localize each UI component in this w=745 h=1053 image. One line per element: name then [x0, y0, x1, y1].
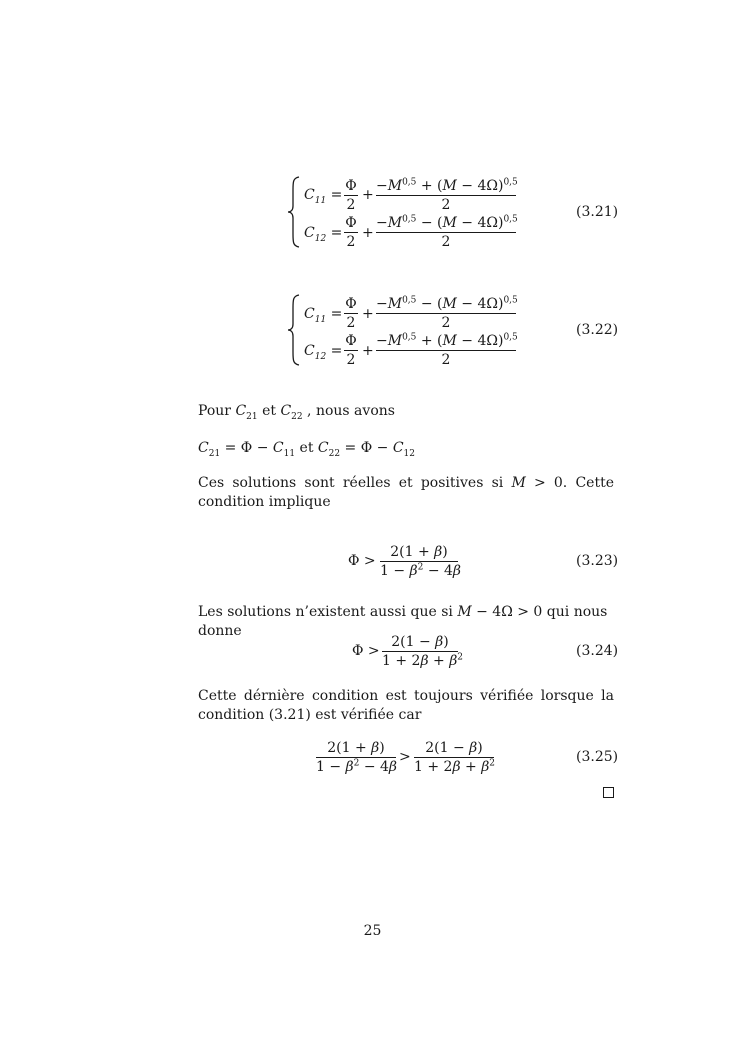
eq-lhs: $C_{11}$ = [304, 187, 343, 206]
eq-lhs: $C_{12}$ = [304, 343, 343, 362]
fraction: Φ 2 [345, 333, 357, 368]
equation-number: (3.24) [576, 643, 619, 659]
fraction: $-M^{0,5} - (M - 4\Omega)^{0,5}$ 2 [376, 214, 518, 250]
paragraph: Cette dérnière condition est toujours vérifiée lorsque la condition (3.21) est vérifiée car [198, 688, 614, 723]
fraction: Φ 2 [345, 296, 357, 331]
equation-number: (3.21) [576, 204, 619, 220]
fraction: $-M^{0,5} - (M - 4\Omega)^{0,5}$ 2 [376, 295, 518, 331]
fraction: Φ 2 [345, 215, 357, 250]
page-number: 25 [363, 923, 382, 939]
fraction: 2(1 + β) $1 - \beta^2 - 4\beta$ [316, 740, 398, 775]
equation-number: (3.23) [576, 553, 619, 569]
left-brace-icon [287, 294, 301, 366]
left-brace-icon [287, 176, 301, 248]
eq-lhs: $C_{12}$ = [304, 225, 343, 244]
paragraph: Pour $C_{21}$ et $C_{22}$ , nous avons [198, 403, 395, 422]
eq-lhs: $C_{11}$ = [304, 306, 343, 325]
fraction: $-M^{0,5} + (M - 4\Omega)^{0,5}$ 2 [376, 332, 518, 368]
fraction: 2(1 − β) $1 + 2\beta + \beta^2$ [382, 634, 464, 669]
fraction: $-M^{0,5} + (M - 4\Omega)^{0,5}$ 2 [376, 177, 518, 213]
fraction: 2(1 + β) $1 - \beta^2 - 4\beta$ [380, 544, 462, 579]
paragraph: $C_{21} = \Phi - C_{11}$ et $C_{22} = \Phi - C_{12}$ [198, 440, 415, 459]
fraction: 2(1 − β) $1 + 2\beta + \beta^2$ [414, 740, 496, 775]
paragraph: Ces solutions sont réelles et positives si M > 0. Cette condition implique [198, 475, 614, 510]
paragraph: Les solutions n’existent aussi que si M − 4Ω > 0 qui nous donne [198, 604, 608, 639]
equation-number: (3.25) [576, 749, 619, 765]
fraction: Φ 2 [345, 178, 357, 213]
qed-square-icon [603, 787, 614, 798]
equation-number: (3.22) [576, 322, 619, 338]
